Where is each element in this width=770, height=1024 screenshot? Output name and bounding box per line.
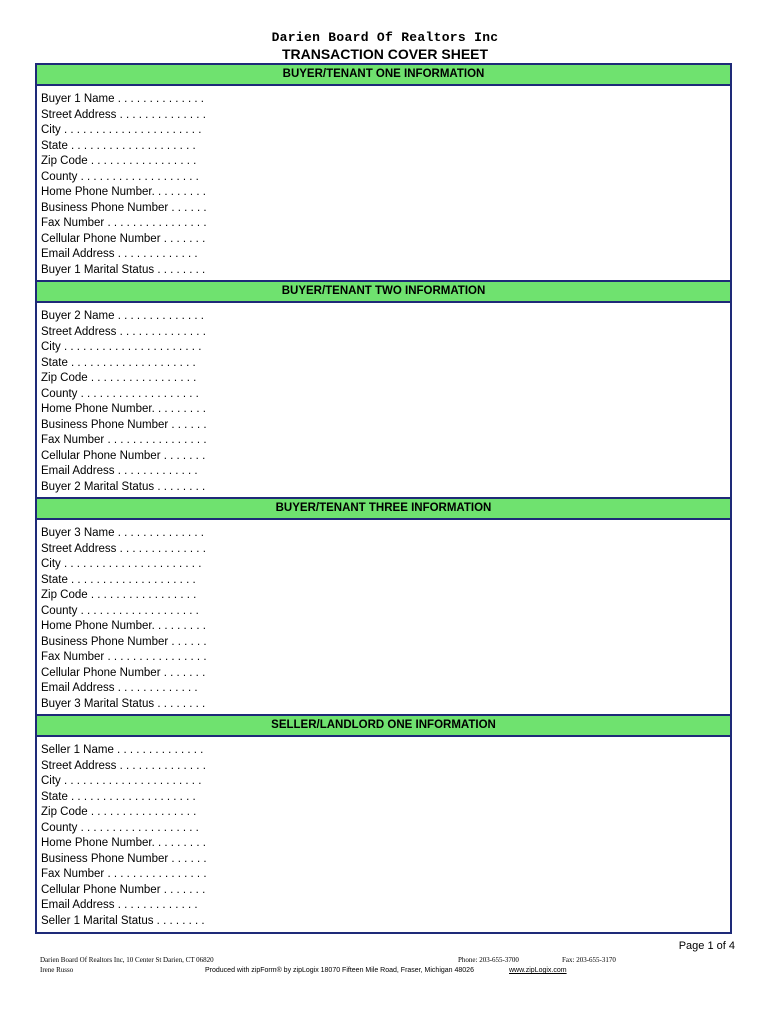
field-label: County . . . . . . . . . . . . . . . . . . . xyxy=(41,821,199,834)
field-label: County . . . . . . . . . . . . . . . . . . . xyxy=(41,387,199,400)
field-label: City . . . . . . . . . . . . . . . . . . . . . . xyxy=(41,341,202,353)
field-list xyxy=(41,743,207,929)
field-label: Seller 1 Marital Status . . . . . . . . xyxy=(41,914,205,927)
organization-name: Darien Board Of Realtors Inc xyxy=(271,30,499,45)
page-number: Page 1 of 4 xyxy=(678,940,735,952)
field-label: Business Phone Number . . . . . . xyxy=(41,201,207,214)
field-label: County . . . . . . . . . . . . . . . . . . . xyxy=(41,604,199,617)
field-label: Email Address . . . . . . . . . . . . . xyxy=(41,465,198,477)
field-label: Buyer 1 Marital Status . . . . . . . . xyxy=(41,263,206,276)
document-title: TRANSACTION COVER SHEET xyxy=(281,46,489,62)
section-header: BUYER/TENANT THREE INFORMATION xyxy=(37,497,730,520)
section-header: BUYER/TENANT ONE INFORMATION xyxy=(37,65,730,86)
section-header: SELLER/LANDLORD ONE INFORMATION xyxy=(37,714,730,737)
field-label: Street Address . . . . . . . . . . . . . . xyxy=(41,542,206,555)
field-label: Home Phone Number. . . . . . . . . xyxy=(41,620,206,632)
field-label: City . . . . . . . . . . . . . . . . . . . . . . xyxy=(41,558,202,570)
field-label: Buyer 3 Name . . . . . . . . . . . . . . xyxy=(41,527,204,539)
field-label: Street Address . . . . . . . . . . . . . . xyxy=(41,759,206,772)
section-3 xyxy=(37,497,730,710)
field-label: Seller 1 Name . . . . . . . . . . . . . . xyxy=(41,744,204,756)
field-label: Buyer 2 Name . . . . . . . . . . . . . . xyxy=(41,310,204,322)
section-header: BUYER/TENANT TWO INFORMATION xyxy=(37,280,730,303)
ziplogix-link[interactable]: www.zipLogix.com xyxy=(509,967,567,974)
field-label: Business Phone Number . . . . . . xyxy=(41,635,207,648)
field-label: Cellular Phone Number . . . . . . . xyxy=(41,449,206,462)
office-fax: Fax: 203-655-3170 xyxy=(562,956,616,964)
field-label: State . . . . . . . . . . . . . . . . . . . . xyxy=(41,356,196,369)
produced-by-note: Produced with zipForm® by zipLogix 18070 Fifteen Mile Road, Fraser, Michigan 48026 xyxy=(205,967,474,974)
field-label: Email Address . . . . . . . . . . . . . xyxy=(41,899,198,911)
field-label: County . . . . . . . . . . . . . . . . . . . xyxy=(41,170,199,183)
office-phone: Phone: 203-655-3700 xyxy=(458,956,519,964)
field-label: Email Address . . . . . . . . . . . . . xyxy=(41,248,198,260)
field-label: State . . . . . . . . . . . . . . . . . . . . xyxy=(41,139,196,152)
field-label: Fax Number . . . . . . . . . . . . . . . . xyxy=(41,434,207,446)
field-label: Home Phone Number. . . . . . . . . xyxy=(41,186,206,198)
field-label: State . . . . . . . . . . . . . . . . . . . . xyxy=(41,573,196,586)
field-label: Business Phone Number . . . . . . xyxy=(41,852,207,865)
field-label: Buyer 2 Marital Status . . . . . . . . xyxy=(41,480,206,493)
field-label: Street Address . . . . . . . . . . . . . . xyxy=(41,325,206,338)
field-label: City . . . . . . . . . . . . . . . . . . . . . . xyxy=(41,124,202,136)
section-1 xyxy=(37,65,730,276)
field-label: State . . . . . . . . . . . . . . . . . . . . xyxy=(41,790,196,803)
field-label: Buyer 1 Name . . . . . . . . . . . . . . xyxy=(41,93,204,105)
field-label: Zip Code . . . . . . . . . . . . . . . . . xyxy=(41,372,197,384)
field-label: Email Address . . . . . . . . . . . . . xyxy=(41,682,198,694)
field-label: City . . . . . . . . . . . . . . . . . . . . . . xyxy=(41,775,202,787)
field-label: Zip Code . . . . . . . . . . . . . . . . . xyxy=(41,155,197,167)
field-label: Home Phone Number. . . . . . . . . xyxy=(41,837,206,849)
agent-name: Irene Russo xyxy=(40,966,74,974)
field-list xyxy=(41,92,207,278)
field-label: Cellular Phone Number . . . . . . . xyxy=(41,883,206,896)
field-label: Zip Code . . . . . . . . . . . . . . . . . xyxy=(41,589,197,601)
office-address: Darien Board Of Realtors Inc, 10 Center St Darien, CT 06820 xyxy=(40,956,214,964)
field-label: Fax Number . . . . . . . . . . . . . . . . xyxy=(41,217,207,229)
form-frame xyxy=(35,63,732,934)
field-label: Fax Number . . . . . . . . . . . . . . . . xyxy=(41,651,207,663)
field-label: Home Phone Number. . . . . . . . . xyxy=(41,403,206,415)
field-label: Business Phone Number . . . . . . xyxy=(41,418,207,431)
field-label: Cellular Phone Number . . . . . . . xyxy=(41,232,206,245)
field-label: Street Address . . . . . . . . . . . . . . xyxy=(41,108,206,121)
field-list xyxy=(41,526,207,712)
field-label: Buyer 3 Marital Status . . . . . . . . xyxy=(41,697,206,710)
field-label: Cellular Phone Number . . . . . . . xyxy=(41,666,206,679)
section-2 xyxy=(37,280,730,493)
section-4 xyxy=(37,714,730,927)
field-label: Fax Number . . . . . . . . . . . . . . . . xyxy=(41,868,207,880)
field-list xyxy=(41,309,207,495)
field-label: Zip Code . . . . . . . . . . . . . . . . . xyxy=(41,806,197,818)
